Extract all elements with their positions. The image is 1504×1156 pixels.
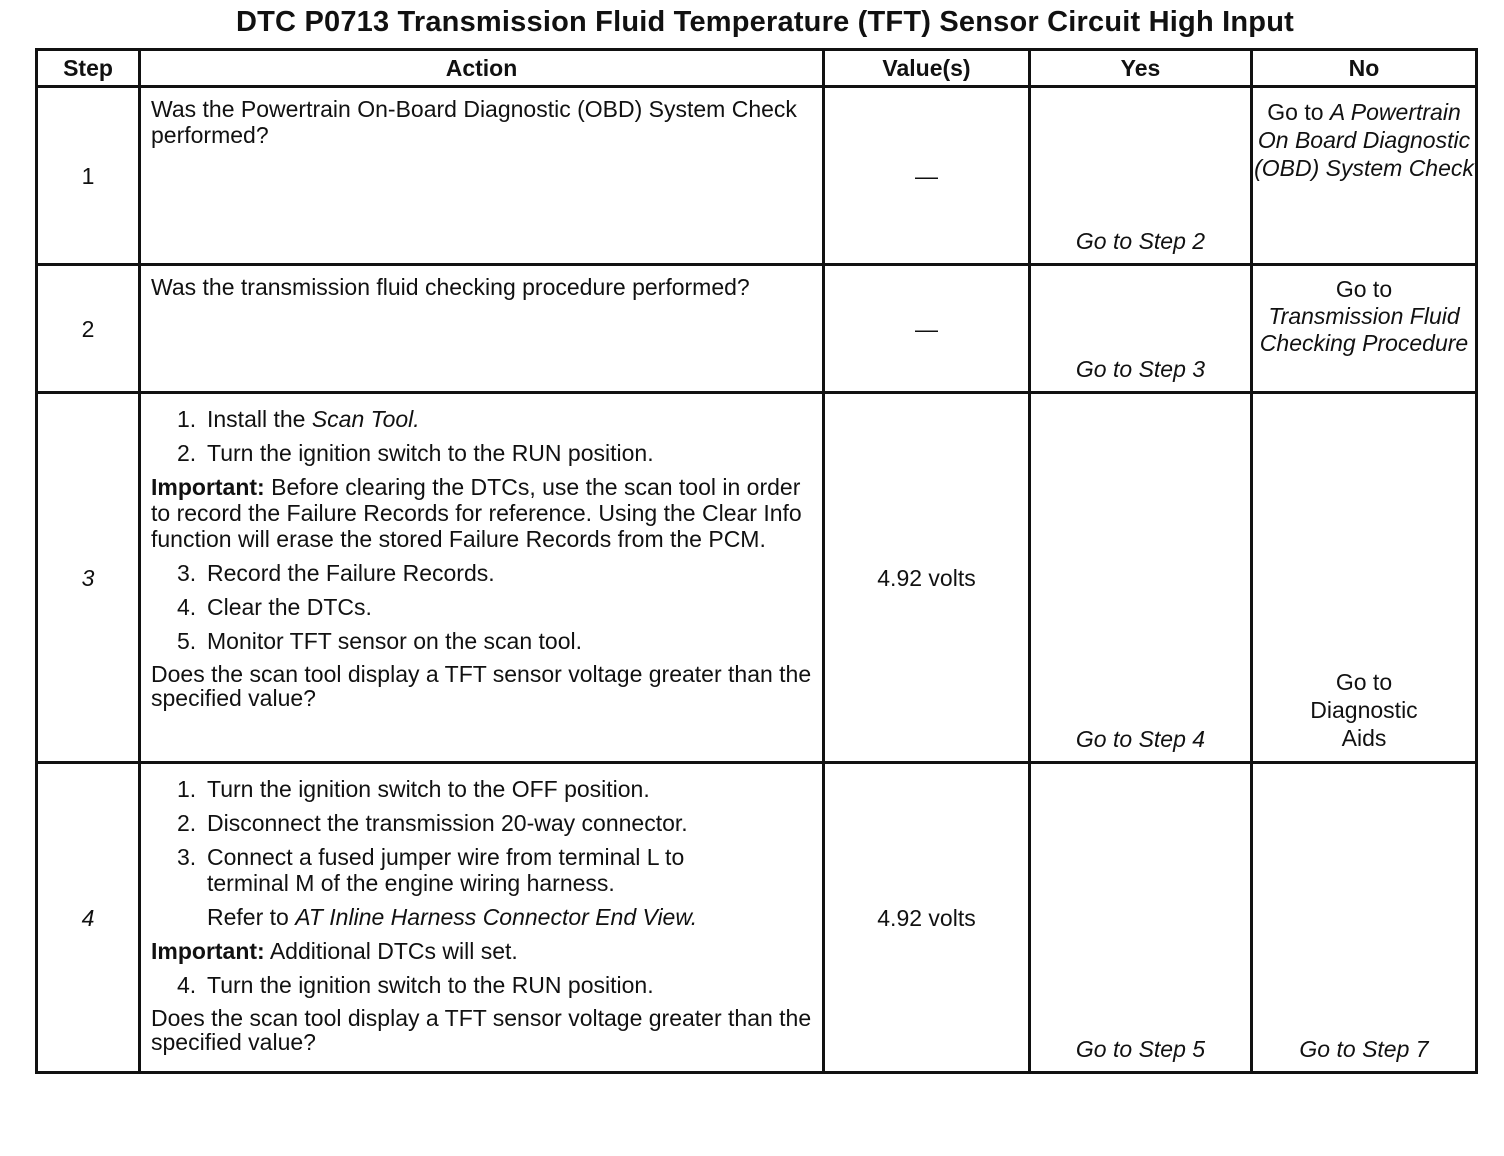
important-note xyxy=(151,474,812,552)
important-label: Important: xyxy=(151,474,265,500)
value-cell: — xyxy=(824,87,1030,265)
header-action: Action xyxy=(140,50,824,87)
value-cell: 4.92 volts xyxy=(824,393,1030,763)
item-text: Turn the ignition switch to the RUN position. xyxy=(207,972,654,998)
refer-note xyxy=(151,904,812,930)
item-number: 3. xyxy=(177,560,197,586)
action-text: Was the transmission fluid checking procedure performed? xyxy=(151,274,750,300)
no-link-prefix: Go to xyxy=(1335,276,1393,302)
list-item xyxy=(151,594,812,620)
yes-link[interactable]: Go to Step 2 xyxy=(1075,228,1206,254)
yes-cell xyxy=(1030,265,1252,393)
yes-link[interactable]: Go to Step 5 xyxy=(1075,1036,1206,1062)
header-step: Step xyxy=(37,50,140,87)
header-row xyxy=(37,50,1477,87)
item-number: 4. xyxy=(177,972,197,998)
important-text: Additional DTCs will set. xyxy=(264,938,518,964)
table-row xyxy=(37,87,1477,265)
action-text xyxy=(141,764,822,1060)
item-text: Disconnect the transmission 20-way connector. xyxy=(207,810,688,836)
table-row xyxy=(37,393,1477,763)
no-link-prefix: Go to xyxy=(1267,99,1330,125)
yes-link[interactable]: Go to Step 4 xyxy=(1075,726,1206,752)
list-item xyxy=(151,844,812,896)
item-text: Clear the DTCs. xyxy=(207,594,372,620)
yes-cell xyxy=(1030,87,1252,265)
item-number: 1. xyxy=(177,406,197,432)
yes-cell xyxy=(1030,393,1252,763)
list-item xyxy=(151,628,812,654)
list-item xyxy=(151,972,812,998)
page-title: DTC P0713 Transmission Fluid Temperature (TFT) Sensor Circuit High Input xyxy=(235,6,1294,38)
question-text: Does the scan tool display a TFT sensor voltage greater than the specified value? xyxy=(151,661,812,711)
list-item xyxy=(151,440,812,466)
item-text: Turn the ignition switch to the RUN position. xyxy=(207,440,654,466)
important-label: Important: xyxy=(151,938,265,964)
item-text: Turn the ignition switch to the OFF position. xyxy=(207,776,650,802)
no-link[interactable] xyxy=(1253,266,1475,357)
header-no: No xyxy=(1252,50,1477,87)
important-note xyxy=(151,938,812,964)
item-number: 3. xyxy=(177,844,197,870)
action-text xyxy=(141,394,822,716)
refer-target: AT Inline Harness Connector End View. xyxy=(295,904,698,930)
item-number: 2. xyxy=(177,810,197,836)
item-text: Connect a fused jumper wire from terminal L to terminal M of the engine wiring harness. xyxy=(207,844,685,896)
list-item xyxy=(151,810,812,836)
important-text: Before clearing the DTCs, use the scan tool in order to record the Failure Records for reference. Using the Clear Info function will erase the stored Failure Records from the PCM. xyxy=(151,474,802,552)
item-text: Record the Failure Records. xyxy=(207,560,495,586)
value-cell: 4.92 volts xyxy=(824,763,1030,1073)
action-cell xyxy=(140,87,824,265)
no-link-target: Transmission Fluid Checking Procedure xyxy=(1259,303,1469,356)
list-item xyxy=(151,560,812,586)
step-number: 1 xyxy=(37,87,140,265)
item-emphasis: Scan Tool. xyxy=(311,406,420,432)
no-cell xyxy=(1252,265,1477,393)
action-cell xyxy=(140,265,824,393)
yes-cell xyxy=(1030,763,1252,1073)
no-link[interactable]: Go to Step 7 xyxy=(1299,1036,1429,1062)
step-number: 2 xyxy=(37,265,140,393)
no-cell xyxy=(1252,763,1477,1073)
table-row xyxy=(37,763,1477,1073)
action-text: Was the Powertrain On-Board Diagnostic (OBD) System Check performed? xyxy=(151,96,797,148)
list-item xyxy=(151,776,812,802)
diagnostic-table xyxy=(35,48,1478,1074)
header-values: Value(s) xyxy=(824,50,1030,87)
step-number: 4 xyxy=(37,763,140,1073)
item-text: Monitor TFT sensor on the scan tool. xyxy=(207,628,582,654)
value-cell: — xyxy=(824,265,1030,393)
step-number: 3 xyxy=(37,393,140,763)
table-row xyxy=(37,265,1477,393)
yes-link[interactable]: Go to Step 3 xyxy=(1075,356,1206,382)
list-item xyxy=(151,406,812,432)
no-link[interactable] xyxy=(1253,88,1475,182)
action-cell xyxy=(140,763,824,1073)
item-number: 1. xyxy=(177,776,197,802)
no-cell xyxy=(1252,393,1477,763)
item-number: 4. xyxy=(177,594,197,620)
refer-text: Refer to xyxy=(207,904,296,930)
action-cell xyxy=(140,393,824,763)
item-text: Install the xyxy=(207,406,312,432)
header-yes: Yes xyxy=(1030,50,1252,87)
no-link-target: A Powertrain On Board Diagnostic (OBD) System Check xyxy=(1254,99,1474,181)
no-cell xyxy=(1252,87,1477,265)
item-number: 5. xyxy=(177,628,197,654)
item-number: 2. xyxy=(177,440,197,466)
no-link[interactable]: Go to Diagnostic Aids xyxy=(1310,669,1418,751)
question-text: Does the scan tool display a TFT sensor voltage greater than the specified value? xyxy=(151,1005,812,1055)
